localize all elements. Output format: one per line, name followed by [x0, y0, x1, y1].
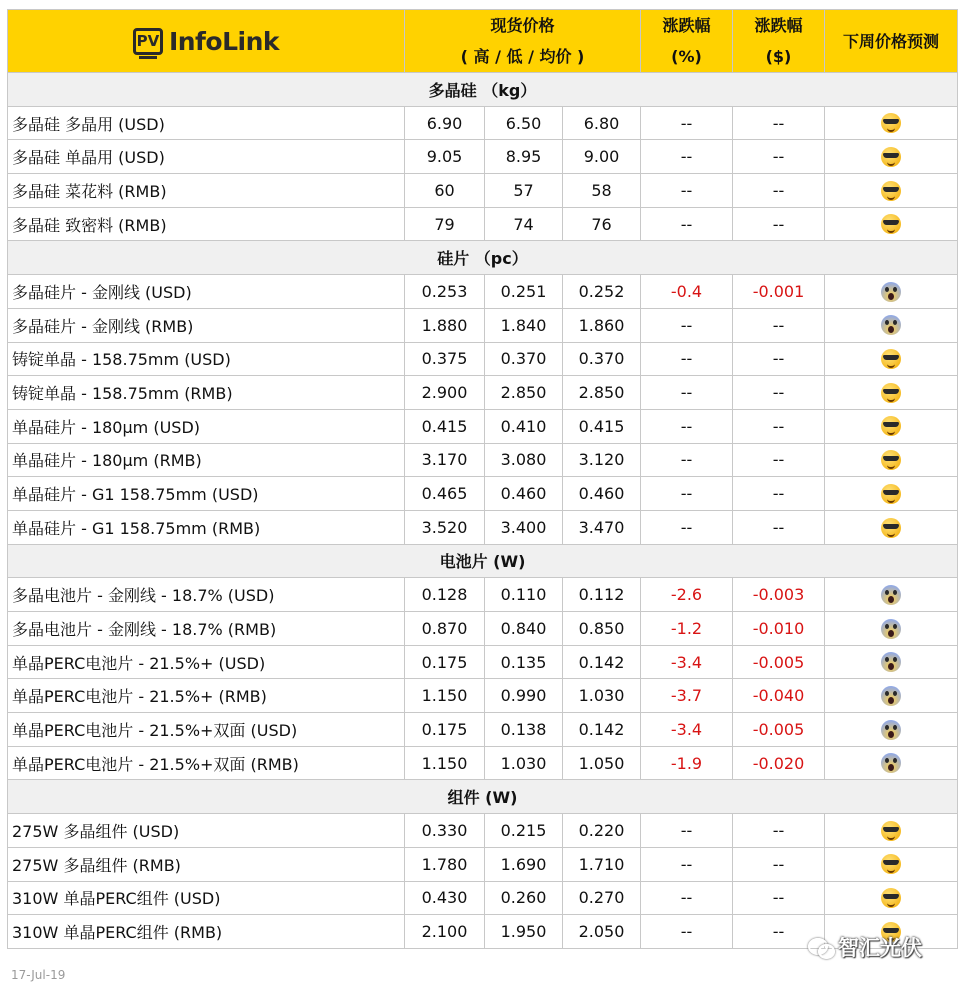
price-high-cell: 6.90	[405, 106, 485, 140]
change-pct-cell: -1.2	[641, 612, 733, 646]
product-name-cell: 多晶硅 单晶用 (USD)	[8, 140, 405, 174]
table-row	[8, 847, 958, 881]
table-header-row	[8, 10, 958, 73]
product-name-cell: 单晶PERC电池片 - 21.5%+ (USD)	[8, 645, 405, 679]
price-high-cell: 0.430	[405, 881, 485, 915]
screaming-face-icon	[881, 282, 901, 302]
price-high-cell: 1.150	[405, 679, 485, 713]
price-high-cell: 0.175	[405, 713, 485, 747]
table-row	[8, 746, 958, 780]
table-row	[8, 510, 958, 544]
price-low-cell: 1.690	[485, 847, 563, 881]
watermark	[808, 932, 922, 962]
change-pct-cell: --	[641, 308, 733, 342]
sunglasses-face-icon	[881, 821, 901, 841]
price-low-cell: 2.850	[485, 376, 563, 410]
table-row	[8, 881, 958, 915]
price-avg-cell: 1.030	[563, 679, 641, 713]
product-name-cell: 铸锭单晶 - 158.75mm (USD)	[8, 342, 405, 376]
forecast-cell	[825, 713, 958, 747]
change-usd-header	[733, 10, 825, 73]
product-name-cell: 单晶PERC电池片 - 21.5%+双面 (USD)	[8, 713, 405, 747]
sunglasses-face-icon	[881, 450, 901, 470]
product-name-cell: 铸锭单晶 - 158.75mm (RMB)	[8, 376, 405, 410]
change-usd-cell: --	[733, 510, 825, 544]
product-name-cell: 多晶电池片 - 金刚线 - 18.7% (RMB)	[8, 612, 405, 646]
price-avg-cell: 0.112	[563, 578, 641, 612]
price-avg-cell: 3.120	[563, 443, 641, 477]
logo-cell	[8, 10, 405, 73]
price-high-cell: 60	[405, 174, 485, 208]
price-avg-cell: 2.850	[563, 376, 641, 410]
price-avg-cell: 2.050	[563, 915, 641, 949]
sunglasses-face-icon	[881, 518, 901, 538]
product-name-cell: 310W 单晶PERC组件 (USD)	[8, 881, 405, 915]
watermark-text: 智汇光伏	[838, 936, 922, 960]
price-avg-cell: 0.370	[563, 342, 641, 376]
change-pct-cell: --	[641, 140, 733, 174]
change-pct-cell: --	[641, 915, 733, 949]
change-usd-cell: --	[733, 106, 825, 140]
change-pct-cell: --	[641, 342, 733, 376]
forecast-header: 下周价格预测	[825, 10, 958, 73]
change-usd-cell: --	[733, 847, 825, 881]
table-row	[8, 578, 958, 612]
price-low-cell: 57	[485, 174, 563, 208]
change-usd-unit: ($)	[765, 47, 792, 66]
product-name-cell: 多晶硅 致密料 (RMB)	[8, 207, 405, 241]
price-low-cell: 3.400	[485, 510, 563, 544]
price-low-cell: 0.410	[485, 409, 563, 443]
pv-logo-icon: PV	[133, 28, 163, 55]
table-row	[8, 814, 958, 848]
screaming-face-icon	[881, 585, 901, 605]
change-usd-cell: -0.040	[733, 679, 825, 713]
change-usd-cell: --	[733, 814, 825, 848]
change-pct-cell: --	[641, 847, 733, 881]
product-name-cell: 275W 多晶组件 (USD)	[8, 814, 405, 848]
forecast-cell	[825, 376, 958, 410]
price-high-cell: 0.375	[405, 342, 485, 376]
price-low-cell: 1.030	[485, 746, 563, 780]
sunglasses-face-icon	[881, 416, 901, 436]
product-name-cell: 单晶硅片 - G1 158.75mm (USD)	[8, 477, 405, 511]
infolink-logo	[133, 26, 279, 57]
change-usd-cell: -0.003	[733, 578, 825, 612]
screaming-face-icon	[881, 720, 901, 740]
price-avg-cell: 58	[563, 174, 641, 208]
forecast-cell	[825, 140, 958, 174]
change-pct-cell: --	[641, 409, 733, 443]
forecast-cell	[825, 612, 958, 646]
product-name-cell: 单晶PERC电池片 - 21.5%+双面 (RMB)	[8, 746, 405, 780]
change-usd-title: 涨跌幅	[754, 16, 803, 35]
price-avg-cell: 76	[563, 207, 641, 241]
table-row	[8, 174, 958, 208]
table-row	[8, 645, 958, 679]
table-row	[8, 477, 958, 511]
price-table-container	[7, 9, 958, 949]
product-name-cell: 单晶硅片 - 180μm (USD)	[8, 409, 405, 443]
change-usd-cell: -0.005	[733, 713, 825, 747]
section-title: 多晶硅 （kg）	[8, 73, 958, 107]
section-header-row	[8, 544, 958, 578]
change-pct-unit: (%)	[671, 47, 702, 66]
forecast-cell	[825, 645, 958, 679]
product-name-cell: 多晶硅 菜花料 (RMB)	[8, 174, 405, 208]
sunglasses-face-icon	[881, 484, 901, 504]
spot-price-subtitle: ( 高 / 低 / 均价 )	[460, 47, 585, 66]
price-avg-cell: 0.252	[563, 275, 641, 309]
price-high-cell: 9.05	[405, 140, 485, 174]
forecast-cell	[825, 477, 958, 511]
sunglasses-face-icon	[881, 147, 901, 167]
screaming-face-icon	[881, 619, 901, 639]
price-avg-cell: 1.050	[563, 746, 641, 780]
product-name-cell: 多晶电池片 - 金刚线 - 18.7% (USD)	[8, 578, 405, 612]
section-header-row	[8, 73, 958, 107]
change-pct-cell: -3.7	[641, 679, 733, 713]
screaming-face-icon	[881, 315, 901, 335]
price-avg-cell: 0.220	[563, 814, 641, 848]
price-high-cell: 1.150	[405, 746, 485, 780]
change-pct-cell: -3.4	[641, 645, 733, 679]
forecast-cell	[825, 409, 958, 443]
change-pct-cell: --	[641, 376, 733, 410]
price-high-cell: 3.520	[405, 510, 485, 544]
forecast-cell	[825, 814, 958, 848]
change-usd-cell: --	[733, 443, 825, 477]
spot-price-title: 现货价格	[490, 16, 555, 35]
change-pct-cell: --	[641, 106, 733, 140]
spot-price-header	[405, 10, 641, 73]
product-name-cell: 单晶PERC电池片 - 21.5%+ (RMB)	[8, 679, 405, 713]
product-name-cell: 多晶硅 多晶用 (USD)	[8, 106, 405, 140]
change-usd-cell: -0.020	[733, 746, 825, 780]
price-high-cell: 0.253	[405, 275, 485, 309]
price-low-cell: 8.95	[485, 140, 563, 174]
forecast-cell	[825, 746, 958, 780]
price-low-cell: 0.840	[485, 612, 563, 646]
price-avg-cell: 3.470	[563, 510, 641, 544]
price-high-cell: 0.415	[405, 409, 485, 443]
section-title: 组件 (W)	[8, 780, 958, 814]
price-avg-cell: 0.460	[563, 477, 641, 511]
screaming-face-icon	[881, 753, 901, 773]
table-row	[8, 679, 958, 713]
change-pct-cell: --	[641, 443, 733, 477]
price-high-cell: 0.870	[405, 612, 485, 646]
price-high-cell: 1.880	[405, 308, 485, 342]
sunglasses-face-icon	[881, 113, 901, 133]
change-usd-cell: -0.001	[733, 275, 825, 309]
section-header-row	[8, 780, 958, 814]
change-pct-cell: --	[641, 881, 733, 915]
change-usd-cell: --	[733, 207, 825, 241]
price-table	[7, 9, 958, 949]
table-row	[8, 376, 958, 410]
forecast-cell	[825, 308, 958, 342]
price-avg-cell: 0.142	[563, 713, 641, 747]
product-name-cell: 多晶硅片 - 金刚线 (RMB)	[8, 308, 405, 342]
price-high-cell: 0.465	[405, 477, 485, 511]
product-name-cell: 多晶硅片 - 金刚线 (USD)	[8, 275, 405, 309]
section-title: 硅片 （pc）	[8, 241, 958, 275]
logo-text: InfoLink	[168, 27, 280, 56]
forecast-cell	[825, 847, 958, 881]
table-row	[8, 409, 958, 443]
price-high-cell: 3.170	[405, 443, 485, 477]
change-pct-cell: -2.6	[641, 578, 733, 612]
change-pct-header	[641, 10, 733, 73]
table-row	[8, 443, 958, 477]
sunglasses-face-icon	[881, 214, 901, 234]
change-usd-cell: --	[733, 881, 825, 915]
price-low-cell: 0.110	[485, 578, 563, 612]
change-pct-cell: --	[641, 477, 733, 511]
forecast-cell	[825, 510, 958, 544]
price-avg-cell: 6.80	[563, 106, 641, 140]
product-name-cell: 单晶硅片 - 180μm (RMB)	[8, 443, 405, 477]
table-row	[8, 612, 958, 646]
price-avg-cell: 0.142	[563, 645, 641, 679]
sunglasses-face-icon	[881, 181, 901, 201]
section-header-row	[8, 241, 958, 275]
table-row	[8, 106, 958, 140]
sunglasses-face-icon	[881, 349, 901, 369]
change-usd-cell: --	[733, 174, 825, 208]
price-avg-cell: 0.270	[563, 881, 641, 915]
change-pct-cell: -3.4	[641, 713, 733, 747]
price-high-cell: 0.175	[405, 645, 485, 679]
product-name-cell: 单晶硅片 - G1 158.75mm (RMB)	[8, 510, 405, 544]
forecast-cell	[825, 207, 958, 241]
report-date: 17-Jul-19	[11, 968, 66, 982]
change-pct-cell: -0.4	[641, 275, 733, 309]
forecast-cell	[825, 275, 958, 309]
forecast-cell	[825, 443, 958, 477]
forecast-cell	[825, 174, 958, 208]
screaming-face-icon	[881, 686, 901, 706]
table-row	[8, 342, 958, 376]
price-low-cell: 0.260	[485, 881, 563, 915]
price-low-cell: 0.135	[485, 645, 563, 679]
change-pct-cell: --	[641, 814, 733, 848]
change-usd-cell: --	[733, 308, 825, 342]
change-pct-cell: --	[641, 174, 733, 208]
table-row	[8, 275, 958, 309]
price-low-cell: 0.138	[485, 713, 563, 747]
change-pct-title: 涨跌幅	[662, 16, 711, 35]
change-usd-cell: --	[733, 376, 825, 410]
price-high-cell: 79	[405, 207, 485, 241]
price-low-cell: 74	[485, 207, 563, 241]
change-pct-cell: --	[641, 207, 733, 241]
change-usd-cell: --	[733, 342, 825, 376]
change-usd-cell: --	[733, 409, 825, 443]
price-low-cell: 0.215	[485, 814, 563, 848]
price-avg-cell: 9.00	[563, 140, 641, 174]
price-high-cell: 1.780	[405, 847, 485, 881]
forecast-cell	[825, 679, 958, 713]
price-high-cell: 0.128	[405, 578, 485, 612]
sunglasses-face-icon	[881, 888, 901, 908]
price-high-cell: 2.100	[405, 915, 485, 949]
change-usd-cell: --	[733, 477, 825, 511]
price-avg-cell: 1.860	[563, 308, 641, 342]
product-name-cell: 275W 多晶组件 (RMB)	[8, 847, 405, 881]
section-title: 电池片 (W)	[8, 544, 958, 578]
price-high-cell: 0.330	[405, 814, 485, 848]
table-row	[8, 713, 958, 747]
sunglasses-face-icon	[881, 854, 901, 874]
change-pct-cell: --	[641, 510, 733, 544]
table-row	[8, 140, 958, 174]
price-low-cell: 3.080	[485, 443, 563, 477]
wechat-icon	[808, 936, 834, 958]
price-low-cell: 0.460	[485, 477, 563, 511]
change-pct-cell: -1.9	[641, 746, 733, 780]
price-low-cell: 0.990	[485, 679, 563, 713]
forecast-cell	[825, 881, 958, 915]
change-usd-cell: --	[733, 140, 825, 174]
change-usd-cell: -0.005	[733, 645, 825, 679]
change-usd-cell: -0.010	[733, 612, 825, 646]
product-name-cell: 310W 单晶PERC组件 (RMB)	[8, 915, 405, 949]
screaming-face-icon	[881, 652, 901, 672]
price-high-cell: 2.900	[405, 376, 485, 410]
forecast-cell	[825, 342, 958, 376]
price-low-cell: 0.370	[485, 342, 563, 376]
price-low-cell: 0.251	[485, 275, 563, 309]
price-low-cell: 6.50	[485, 106, 563, 140]
price-avg-cell: 1.710	[563, 847, 641, 881]
price-low-cell: 1.840	[485, 308, 563, 342]
price-low-cell: 1.950	[485, 915, 563, 949]
forecast-cell	[825, 106, 958, 140]
table-row	[8, 207, 958, 241]
forecast-cell	[825, 578, 958, 612]
table-row	[8, 308, 958, 342]
price-avg-cell: 0.850	[563, 612, 641, 646]
sunglasses-face-icon	[881, 383, 901, 403]
change-usd-cell: --	[733, 915, 825, 949]
price-avg-cell: 0.415	[563, 409, 641, 443]
